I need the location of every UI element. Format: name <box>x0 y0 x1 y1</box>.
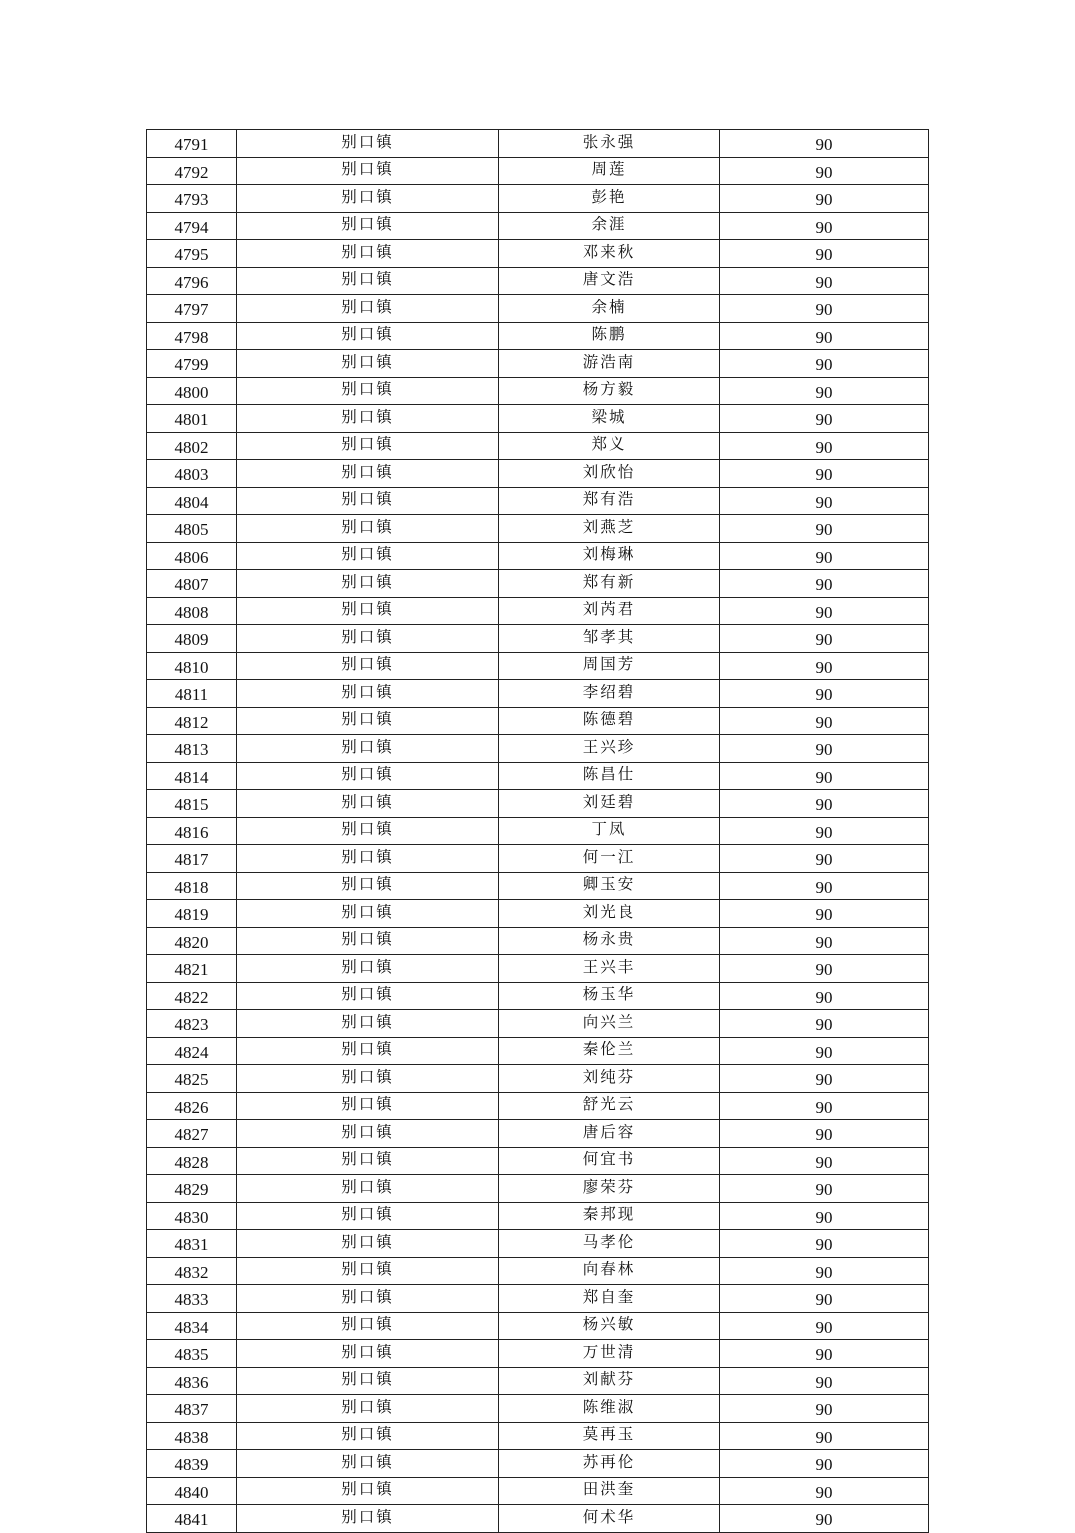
person-name-cell: 梁城 <box>499 405 720 433</box>
amount-cell: 90 <box>720 460 929 488</box>
town-cell: 别口镇 <box>237 487 499 515</box>
amount-cell: 90 <box>720 982 929 1010</box>
roster-table <box>146 129 929 1533</box>
amount-cell: 90 <box>720 680 929 708</box>
table-row <box>147 1037 929 1065</box>
table-row <box>147 927 929 955</box>
row-index-cell: 4838 <box>147 1422 237 1450</box>
row-index-cell: 4792 <box>147 157 237 185</box>
town-cell: 别口镇 <box>237 267 499 295</box>
amount-cell: 90 <box>720 872 929 900</box>
town-cell: 别口镇 <box>237 1147 499 1175</box>
table-row <box>147 1395 929 1423</box>
town-cell: 别口镇 <box>237 350 499 378</box>
row-index-cell: 4817 <box>147 845 237 873</box>
table-row <box>147 707 929 735</box>
person-name-cell: 丁凤 <box>499 817 720 845</box>
person-name-cell: 刘芮君 <box>499 597 720 625</box>
table-row <box>147 570 929 598</box>
amount-cell: 90 <box>720 1395 929 1423</box>
town-cell: 别口镇 <box>237 570 499 598</box>
amount-cell: 90 <box>720 1092 929 1120</box>
row-index-cell: 4802 <box>147 432 237 460</box>
amount-cell: 90 <box>720 900 929 928</box>
town-cell: 别口镇 <box>237 1477 499 1505</box>
person-name-cell: 万世清 <box>499 1340 720 1368</box>
row-index-cell: 4831 <box>147 1230 237 1258</box>
amount-cell: 90 <box>720 185 929 213</box>
table-row <box>147 432 929 460</box>
person-name-cell: 余楠 <box>499 295 720 323</box>
row-index-cell: 4815 <box>147 790 237 818</box>
row-index-cell: 4798 <box>147 322 237 350</box>
person-name-cell: 周莲 <box>499 157 720 185</box>
row-index-cell: 4823 <box>147 1010 237 1038</box>
amount-cell: 90 <box>720 1340 929 1368</box>
row-index-cell: 4832 <box>147 1257 237 1285</box>
row-index-cell: 4830 <box>147 1202 237 1230</box>
person-name-cell: 杨永贵 <box>499 927 720 955</box>
town-cell: 别口镇 <box>237 1037 499 1065</box>
town-cell: 别口镇 <box>237 542 499 570</box>
row-index-cell: 4835 <box>147 1340 237 1368</box>
town-cell: 别口镇 <box>237 955 499 983</box>
table-row <box>147 295 929 323</box>
person-name-cell: 郑义 <box>499 432 720 460</box>
row-index-cell: 4807 <box>147 570 237 598</box>
person-name-cell: 郑有浩 <box>499 487 720 515</box>
row-index-cell: 4814 <box>147 762 237 790</box>
row-index-cell: 4804 <box>147 487 237 515</box>
table-row <box>147 130 929 158</box>
table-row <box>147 790 929 818</box>
amount-cell: 90 <box>720 1505 929 1533</box>
person-name-cell: 廖荣芬 <box>499 1175 720 1203</box>
row-index-cell: 4809 <box>147 625 237 653</box>
table-row <box>147 652 929 680</box>
table-row <box>147 817 929 845</box>
person-name-cell: 邓来秋 <box>499 240 720 268</box>
town-cell: 别口镇 <box>237 1202 499 1230</box>
person-name-cell: 张永强 <box>499 130 720 158</box>
town-cell: 别口镇 <box>237 1395 499 1423</box>
town-cell: 别口镇 <box>237 597 499 625</box>
row-index-cell: 4813 <box>147 735 237 763</box>
town-cell: 别口镇 <box>237 240 499 268</box>
town-cell: 别口镇 <box>237 1450 499 1478</box>
row-index-cell: 4797 <box>147 295 237 323</box>
row-index-cell: 4806 <box>147 542 237 570</box>
row-index-cell: 4808 <box>147 597 237 625</box>
table-row <box>147 1092 929 1120</box>
amount-cell: 90 <box>720 1422 929 1450</box>
row-index-cell: 4821 <box>147 955 237 983</box>
amount-cell: 90 <box>720 1367 929 1395</box>
row-index-cell: 4822 <box>147 982 237 1010</box>
person-name-cell: 唐后容 <box>499 1120 720 1148</box>
table-row <box>147 680 929 708</box>
table-row <box>147 872 929 900</box>
row-index-cell: 4841 <box>147 1505 237 1533</box>
amount-cell: 90 <box>720 322 929 350</box>
row-index-cell: 4794 <box>147 212 237 240</box>
person-name-cell: 邹孝其 <box>499 625 720 653</box>
table-row <box>147 542 929 570</box>
table-row <box>147 515 929 543</box>
town-cell: 别口镇 <box>237 1367 499 1395</box>
town-cell: 别口镇 <box>237 1230 499 1258</box>
amount-cell: 90 <box>720 570 929 598</box>
town-cell: 别口镇 <box>237 735 499 763</box>
amount-cell: 90 <box>720 1037 929 1065</box>
amount-cell: 90 <box>720 405 929 433</box>
person-name-cell: 向春林 <box>499 1257 720 1285</box>
table-row <box>147 157 929 185</box>
row-index-cell: 4791 <box>147 130 237 158</box>
person-name-cell: 彭艳 <box>499 185 720 213</box>
amount-cell: 90 <box>720 1120 929 1148</box>
table-row <box>147 1202 929 1230</box>
town-cell: 别口镇 <box>237 1120 499 1148</box>
row-index-cell: 4825 <box>147 1065 237 1093</box>
table-row <box>147 460 929 488</box>
town-cell: 别口镇 <box>237 405 499 433</box>
person-name-cell: 杨兴敏 <box>499 1312 720 1340</box>
amount-cell: 90 <box>720 597 929 625</box>
table-row <box>147 377 929 405</box>
person-name-cell: 田洪奎 <box>499 1477 720 1505</box>
amount-cell: 90 <box>720 845 929 873</box>
table-row <box>147 1257 929 1285</box>
amount-cell: 90 <box>720 1477 929 1505</box>
person-name-cell: 刘燕芝 <box>499 515 720 543</box>
table-row <box>147 1312 929 1340</box>
amount-cell: 90 <box>720 1175 929 1203</box>
town-cell: 别口镇 <box>237 1312 499 1340</box>
person-name-cell: 余涯 <box>499 212 720 240</box>
row-index-cell: 4796 <box>147 267 237 295</box>
row-index-cell: 4824 <box>147 1037 237 1065</box>
person-name-cell: 卿玉安 <box>499 872 720 900</box>
town-cell: 别口镇 <box>237 900 499 928</box>
town-cell: 别口镇 <box>237 377 499 405</box>
row-index-cell: 4816 <box>147 817 237 845</box>
table-row <box>147 762 929 790</box>
table-row <box>147 1367 929 1395</box>
table-row <box>147 1477 929 1505</box>
town-cell: 别口镇 <box>237 212 499 240</box>
table-row <box>147 487 929 515</box>
table-row <box>147 350 929 378</box>
person-name-cell: 莫再玉 <box>499 1422 720 1450</box>
town-cell: 别口镇 <box>237 515 499 543</box>
amount-cell: 90 <box>720 735 929 763</box>
town-cell: 别口镇 <box>237 762 499 790</box>
person-name-cell: 杨玉华 <box>499 982 720 1010</box>
table-row <box>147 405 929 433</box>
row-index-cell: 4803 <box>147 460 237 488</box>
table-row <box>147 1450 929 1478</box>
town-cell: 别口镇 <box>237 130 499 158</box>
town-cell: 别口镇 <box>237 817 499 845</box>
row-index-cell: 4834 <box>147 1312 237 1340</box>
town-cell: 别口镇 <box>237 652 499 680</box>
amount-cell: 90 <box>720 212 929 240</box>
amount-cell: 90 <box>720 350 929 378</box>
amount-cell: 90 <box>720 542 929 570</box>
town-cell: 别口镇 <box>237 790 499 818</box>
amount-cell: 90 <box>720 487 929 515</box>
table-row <box>147 322 929 350</box>
town-cell: 别口镇 <box>237 322 499 350</box>
table-row <box>147 1340 929 1368</box>
amount-cell: 90 <box>720 817 929 845</box>
town-cell: 别口镇 <box>237 1010 499 1038</box>
table-row <box>147 240 929 268</box>
person-name-cell: 何一江 <box>499 845 720 873</box>
row-index-cell: 4820 <box>147 927 237 955</box>
table-row <box>147 1422 929 1450</box>
person-name-cell: 郑自奎 <box>499 1285 720 1313</box>
table-row <box>147 1065 929 1093</box>
table-row <box>147 1285 929 1313</box>
amount-cell: 90 <box>720 625 929 653</box>
person-name-cell: 秦伦兰 <box>499 1037 720 1065</box>
amount-cell: 90 <box>720 130 929 158</box>
table-row <box>147 982 929 1010</box>
table-row <box>147 1175 929 1203</box>
town-cell: 别口镇 <box>237 872 499 900</box>
table-row <box>147 1147 929 1175</box>
amount-cell: 90 <box>720 707 929 735</box>
row-index-cell: 4829 <box>147 1175 237 1203</box>
row-index-cell: 4819 <box>147 900 237 928</box>
amount-cell: 90 <box>720 295 929 323</box>
amount-cell: 90 <box>720 157 929 185</box>
town-cell: 别口镇 <box>237 185 499 213</box>
table-row <box>147 267 929 295</box>
town-cell: 别口镇 <box>237 157 499 185</box>
table-row <box>147 845 929 873</box>
town-cell: 别口镇 <box>237 1505 499 1533</box>
row-index-cell: 4811 <box>147 680 237 708</box>
person-name-cell: 唐文浩 <box>499 267 720 295</box>
person-name-cell: 刘梅琳 <box>499 542 720 570</box>
town-cell: 别口镇 <box>237 707 499 735</box>
table-row <box>147 1010 929 1038</box>
amount-cell: 90 <box>720 1010 929 1038</box>
amount-cell: 90 <box>720 927 929 955</box>
person-name-cell: 王兴珍 <box>499 735 720 763</box>
amount-cell: 90 <box>720 1230 929 1258</box>
amount-cell: 90 <box>720 790 929 818</box>
person-name-cell: 秦邦现 <box>499 1202 720 1230</box>
town-cell: 别口镇 <box>237 295 499 323</box>
row-index-cell: 4833 <box>147 1285 237 1313</box>
person-name-cell: 李绍碧 <box>499 680 720 708</box>
town-cell: 别口镇 <box>237 1175 499 1203</box>
town-cell: 别口镇 <box>237 460 499 488</box>
town-cell: 别口镇 <box>237 1065 499 1093</box>
amount-cell: 90 <box>720 1285 929 1313</box>
person-name-cell: 刘光良 <box>499 900 720 928</box>
table-row <box>147 955 929 983</box>
town-cell: 别口镇 <box>237 927 499 955</box>
person-name-cell: 陈昌仕 <box>499 762 720 790</box>
amount-cell: 90 <box>720 240 929 268</box>
amount-cell: 90 <box>720 1065 929 1093</box>
row-index-cell: 4799 <box>147 350 237 378</box>
amount-cell: 90 <box>720 1257 929 1285</box>
person-name-cell: 杨方毅 <box>499 377 720 405</box>
row-index-cell: 4827 <box>147 1120 237 1148</box>
amount-cell: 90 <box>720 652 929 680</box>
person-name-cell: 郑有新 <box>499 570 720 598</box>
person-name-cell: 刘廷碧 <box>499 790 720 818</box>
person-name-cell: 刘献芬 <box>499 1367 720 1395</box>
row-index-cell: 4840 <box>147 1477 237 1505</box>
amount-cell: 90 <box>720 1450 929 1478</box>
row-index-cell: 4839 <box>147 1450 237 1478</box>
amount-cell: 90 <box>720 1312 929 1340</box>
row-index-cell: 4828 <box>147 1147 237 1175</box>
person-name-cell: 刘欣怡 <box>499 460 720 488</box>
amount-cell: 90 <box>720 515 929 543</box>
town-cell: 别口镇 <box>237 1092 499 1120</box>
town-cell: 别口镇 <box>237 680 499 708</box>
town-cell: 别口镇 <box>237 1340 499 1368</box>
town-cell: 别口镇 <box>237 1257 499 1285</box>
person-name-cell: 陈德碧 <box>499 707 720 735</box>
person-name-cell: 陈鹏 <box>499 322 720 350</box>
table-row <box>147 212 929 240</box>
amount-cell: 90 <box>720 377 929 405</box>
person-name-cell: 苏再伦 <box>499 1450 720 1478</box>
table-row <box>147 185 929 213</box>
person-name-cell: 王兴丰 <box>499 955 720 983</box>
row-index-cell: 4795 <box>147 240 237 268</box>
person-name-cell: 陈维淑 <box>499 1395 720 1423</box>
roster-body <box>147 130 929 1533</box>
table-row <box>147 1120 929 1148</box>
row-index-cell: 4805 <box>147 515 237 543</box>
amount-cell: 90 <box>720 1147 929 1175</box>
row-index-cell: 4818 <box>147 872 237 900</box>
town-cell: 别口镇 <box>237 432 499 460</box>
row-index-cell: 4810 <box>147 652 237 680</box>
person-name-cell: 周国芳 <box>499 652 720 680</box>
amount-cell: 90 <box>720 762 929 790</box>
row-index-cell: 4793 <box>147 185 237 213</box>
table-row <box>147 597 929 625</box>
row-index-cell: 4801 <box>147 405 237 433</box>
table-row <box>147 1505 929 1533</box>
town-cell: 别口镇 <box>237 1285 499 1313</box>
person-name-cell: 舒光云 <box>499 1092 720 1120</box>
row-index-cell: 4837 <box>147 1395 237 1423</box>
amount-cell: 90 <box>720 955 929 983</box>
table-row <box>147 735 929 763</box>
row-index-cell: 4812 <box>147 707 237 735</box>
town-cell: 别口镇 <box>237 1422 499 1450</box>
table-row <box>147 1230 929 1258</box>
amount-cell: 90 <box>720 267 929 295</box>
person-name-cell: 向兴兰 <box>499 1010 720 1038</box>
person-name-cell: 游浩南 <box>499 350 720 378</box>
person-name-cell: 马孝伦 <box>499 1230 720 1258</box>
town-cell: 别口镇 <box>237 845 499 873</box>
table-row <box>147 625 929 653</box>
person-name-cell: 何宜书 <box>499 1147 720 1175</box>
row-index-cell: 4800 <box>147 377 237 405</box>
amount-cell: 90 <box>720 1202 929 1230</box>
person-name-cell: 刘纯芬 <box>499 1065 720 1093</box>
town-cell: 别口镇 <box>237 625 499 653</box>
row-index-cell: 4836 <box>147 1367 237 1395</box>
town-cell: 别口镇 <box>237 982 499 1010</box>
row-index-cell: 4826 <box>147 1092 237 1120</box>
amount-cell: 90 <box>720 432 929 460</box>
person-name-cell: 何术华 <box>499 1505 720 1533</box>
table-row <box>147 900 929 928</box>
